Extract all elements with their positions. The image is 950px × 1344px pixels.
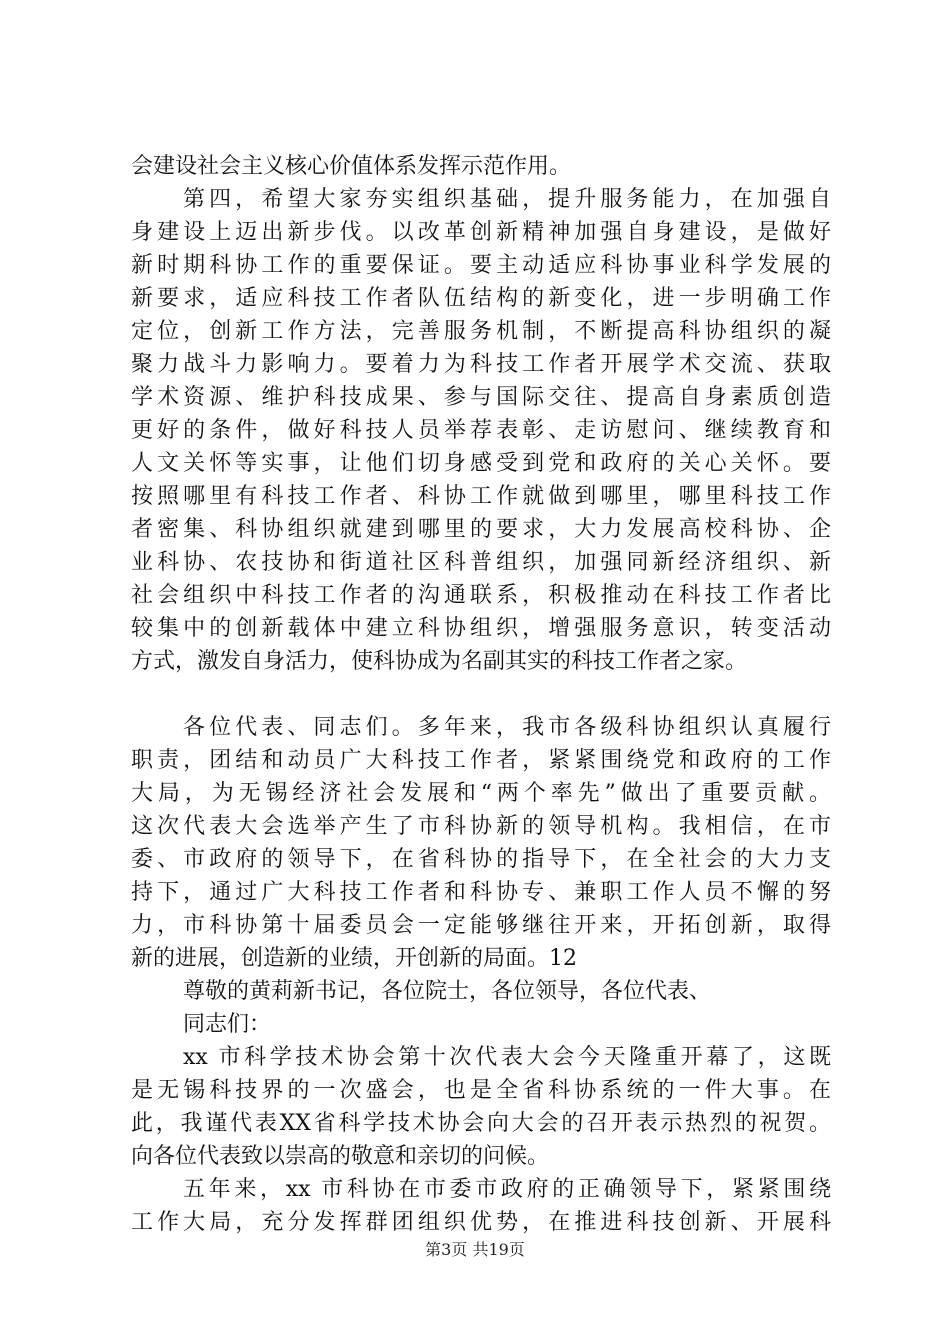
text-line: 大局，为无锡经济社会发展和“两个率先”做出了重要贡献。 [131, 781, 831, 806]
text-line: 会建设社会主义核心价值体系发挥示范作用。 [131, 154, 572, 179]
text-line: 方式，激发自身活力，使科协成为名副其实的科技工作者之家。 [131, 649, 748, 674]
text-line: 向各位代表致以崇高的敬意和亲切的问候。 [131, 1144, 550, 1169]
text-line: 工作大局，充分发挥群团组织优势，在推进科技创新、开展科 [131, 1210, 831, 1235]
page-footer: 第3页 共19页 [425, 1240, 525, 1259]
text-line: 较集中的创新载体中建立科协组织，增强服务意识，转变活动 [131, 616, 831, 641]
text-line: 身建设上迈出新步伐。以改革创新精神加强自身建设，是做好 [131, 220, 831, 245]
paragraph-start-line: 各位代表、同志们。多年来，我市各级科协组织认真履行 [183, 715, 831, 740]
text-line: 职责，团结和动员广大科技工作者，紧紧围绕党和政府的工作 [131, 748, 831, 773]
text-line: 人文关怀等实事，让他们切身感受到党和政府的关心关怀。要 [131, 451, 831, 476]
text-line: 此，我谨代表XX省科学技术协会向大会的召开表示热烈的祝贺。 [131, 1111, 831, 1136]
text-line: 新要求，适应科技工作者队伍结构的新变化，进一步明确工作 [131, 286, 831, 311]
text-line: 新时期科协工作的重要保证。要主动适应科协事业科学发展的 [131, 253, 831, 278]
paragraph-start-line: 尊敬的黄莉新书记，各位院士，各位领导，各位代表、 [183, 979, 712, 1004]
text-line: 是无锡科技界的一次盛会，也是全省科协系统的一件大事。在 [131, 1078, 831, 1103]
paragraph-start-line: 同志们： [183, 1012, 272, 1037]
paragraph-start-line: xx 市科学技术协会第十次代表大会今天隆重开幕了，这既 [183, 1045, 831, 1070]
text-line: 按照哪里有科技工作者、科协工作就做到哪里，哪里科技工作 [131, 484, 831, 509]
text-line: 更好的条件，做好科技人员举荐表彰、走访慰问、继续教育和 [131, 418, 831, 443]
text-line: 社会组织中科技工作者的沟通联系，积极推动在科技工作者比 [131, 583, 831, 608]
text-line: 聚力战斗力影响力。要着力为科技工作者开展学术交流、获取 [131, 352, 831, 377]
text-line: 力，市科协第十届委员会一定能够继往开来，开拓创新，取得 [131, 913, 831, 938]
text-line: 业科协、农技协和街道社区科普组织，加强同新经济组织、新 [131, 550, 831, 575]
text-line: 新的进展，创造新的业绩，开创新的局面。12 [131, 946, 577, 971]
text-line: 定位，创新工作方法，完善服务机制，不断提高科协组织的凝 [131, 319, 831, 344]
text-line: 持下，通过广大科技工作者和科协专、兼职工作人员不懈的努 [131, 880, 831, 905]
paragraph-start-line: 第四，希望大家夯实组织基础，提升服务能力，在加强自 [183, 187, 831, 212]
text-line: 学术资源、维护科技成果、参与国际交往、提高自身素质创造 [131, 385, 831, 410]
paragraph-start-line: 五年来，xx 市科协在市委市政府的正确领导下，紧紧围绕 [183, 1177, 831, 1202]
text-line: 者密集、科协组织就建到哪里的要求，大力发展高校科协、企 [131, 517, 831, 542]
text-line: 这次代表大会选举产生了市科协新的领导机构。我相信，在市 [131, 814, 831, 839]
text-line: 委、市政府的领导下，在省科协的指导下，在全社会的大力支 [131, 847, 831, 872]
